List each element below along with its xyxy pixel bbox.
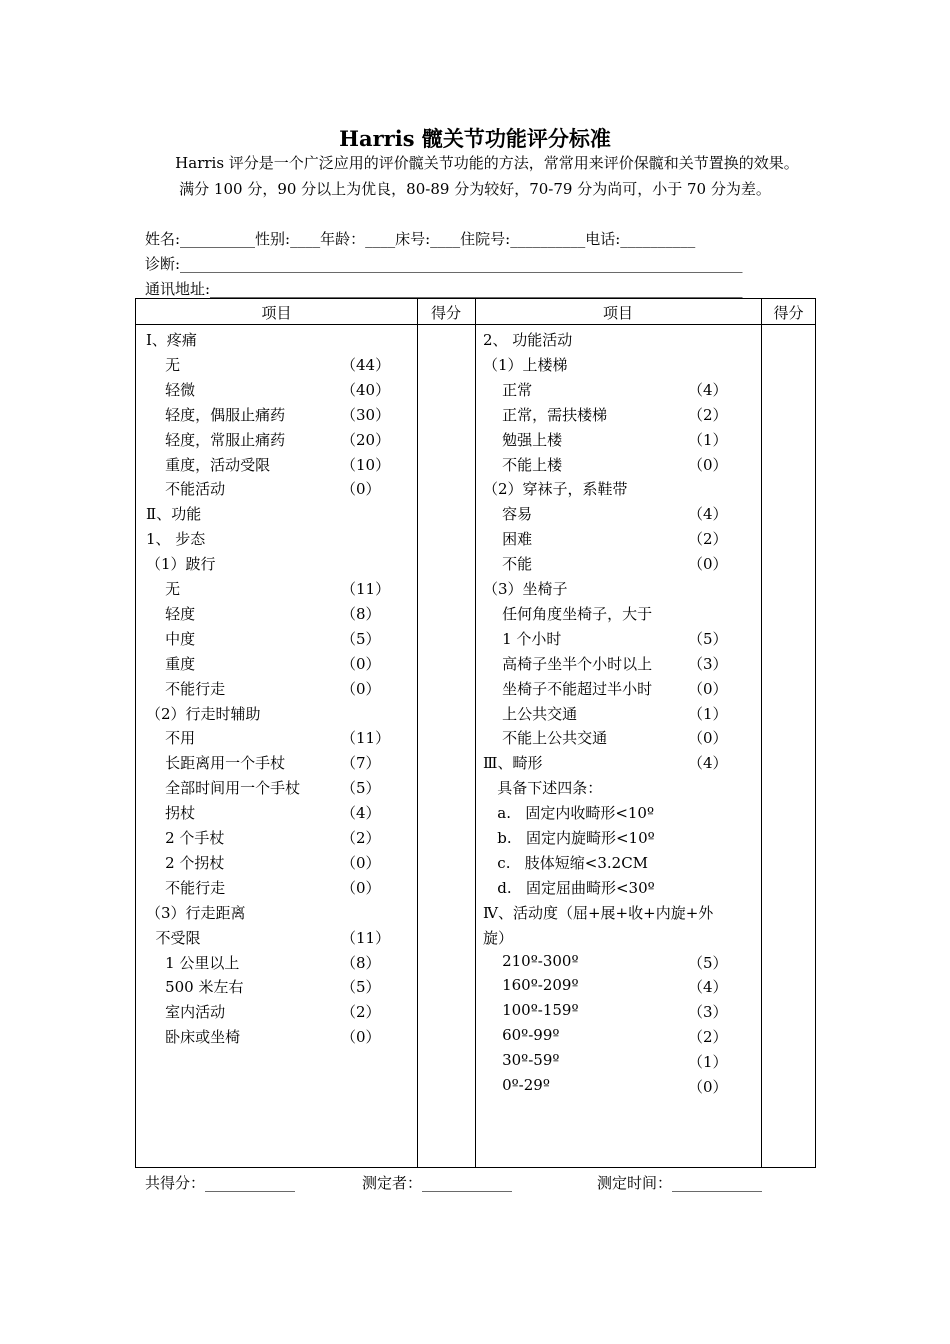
left-item-label: Ⅰ、疼痛 bbox=[146, 331, 197, 349]
right-item-label: 高椅子坐半个小时以上 bbox=[483, 654, 653, 673]
right-item-points: （1） bbox=[688, 430, 728, 449]
right-item-label: 160º-209º bbox=[483, 976, 579, 995]
left-item-points: （11） bbox=[341, 580, 391, 598]
left-item-label: 1、 步态 bbox=[146, 530, 206, 549]
right-item-label: 具备下述四条： bbox=[483, 779, 603, 798]
left-item-label: 拐杖 bbox=[146, 804, 196, 823]
right-item-points: （5） bbox=[688, 953, 728, 972]
right-item-label: 困难 bbox=[483, 530, 533, 549]
right-item-points: （2） bbox=[688, 1028, 728, 1047]
right-item-label: 容易 bbox=[483, 505, 533, 524]
right-item-label: 210º-300º bbox=[483, 951, 579, 970]
header-score-left: 得分 bbox=[430, 304, 461, 322]
right-item-points: （0） bbox=[688, 455, 728, 474]
intro-line-2: 满分 100 分，90 分以上为优良，80-89 分为较好，70-79 分为尚可，小于 70 分为差。 bbox=[179, 180, 771, 198]
right-item-label: 正常 bbox=[483, 380, 533, 399]
right-item-points: （1） bbox=[688, 1053, 728, 1072]
left-item-label: 轻度 bbox=[146, 604, 196, 623]
right-item-label: 2、 功能活动 bbox=[483, 331, 573, 349]
left-item-points: （0） bbox=[341, 1028, 381, 1047]
left-item-label: （1）跛行 bbox=[146, 555, 216, 574]
right-item-points: （0） bbox=[688, 1078, 728, 1096]
left-item-points: （4） bbox=[341, 804, 381, 823]
header-item-left: 项目 bbox=[261, 304, 292, 322]
right-item-label: 任何角度坐椅子，大于 bbox=[483, 604, 653, 623]
left-item-points: （40） bbox=[341, 380, 391, 399]
left-item-label: （2）行走时辅助 bbox=[146, 704, 261, 723]
right-item-label: （1）上楼梯 bbox=[483, 355, 568, 374]
right-item-label: 旋） bbox=[483, 928, 514, 947]
diagnosis-line: 诊断:___________________________________________________________________________ bbox=[145, 255, 743, 273]
right-item-points: （2） bbox=[688, 530, 728, 549]
left-item-label: Ⅱ、功能 bbox=[146, 505, 202, 524]
right-item-label: c. 肢体短缩<3.2CM bbox=[483, 853, 649, 872]
tester-field: 测定者：____________ bbox=[362, 1174, 513, 1192]
left-item-label: 2 个拐杖 bbox=[146, 853, 225, 872]
right-item-label: 30º-59º bbox=[483, 1051, 560, 1070]
left-item-points: （5） bbox=[341, 978, 381, 997]
left-item-points: （8） bbox=[341, 953, 381, 972]
left-item-label: 卧床或坐椅 bbox=[146, 1028, 241, 1047]
patient-info-line: 姓名:__________性别:____年龄：____床号:____住院号:__________电话:__________ bbox=[145, 230, 696, 248]
left-item-label: 500 米左右 bbox=[146, 978, 244, 997]
left-item-label: 无 bbox=[146, 580, 181, 598]
right-item-points: （1） bbox=[688, 704, 728, 723]
right-item-points: （0） bbox=[688, 555, 728, 574]
intro-line-1: Harris 评分是一个广泛应用的评价髋关节功能的方法，常常用来评价保髋和关节置换的效果。 bbox=[175, 154, 799, 172]
right-item-label: Ⅳ、活动度（屈+展+收+内旋+外 bbox=[483, 903, 714, 922]
right-item-label: Ⅲ、畸形 bbox=[483, 754, 543, 773]
right-item-label: 60º-99º bbox=[483, 1026, 560, 1045]
score-table bbox=[135, 298, 816, 1168]
right-item-points: （0） bbox=[688, 679, 728, 698]
right-item-label: 100º-159º bbox=[483, 1001, 579, 1020]
left-item-label: 2 个手杖 bbox=[146, 829, 225, 847]
left-item-label: 全部时间用一个手杖 bbox=[146, 779, 301, 798]
right-item-label: 坐椅子不能超过半小时 bbox=[483, 679, 653, 698]
left-item-points: （0） bbox=[341, 679, 381, 698]
right-item-points: （4） bbox=[688, 978, 728, 997]
right-item-label: 0º-29º bbox=[483, 1076, 550, 1094]
left-item-label: 轻度，常服止痛药 bbox=[146, 430, 286, 449]
right-item-points: （3） bbox=[688, 654, 728, 673]
column-divider bbox=[761, 299, 762, 1167]
total-score-field: 共得分：____________ bbox=[145, 1174, 296, 1192]
left-item-points: （8） bbox=[341, 604, 381, 623]
left-item-label: 不能行走 bbox=[146, 679, 226, 698]
left-item-label: （3）行走距离 bbox=[146, 903, 246, 922]
left-item-points: （30） bbox=[341, 405, 391, 424]
right-item-points: （2） bbox=[688, 405, 728, 424]
left-item-points: （0） bbox=[341, 654, 381, 673]
column-divider bbox=[417, 299, 418, 1167]
right-item-label: 不能 bbox=[483, 555, 533, 574]
right-item-label: 勉强上楼 bbox=[483, 430, 563, 449]
left-item-label: 不能行走 bbox=[146, 878, 226, 897]
right-item-label: a. 固定内收畸形<10º bbox=[483, 804, 655, 823]
right-item-label: （3）坐椅子 bbox=[483, 580, 568, 598]
header-item-right: 项目 bbox=[602, 304, 633, 322]
right-item-label: 正常，需扶楼梯 bbox=[483, 405, 608, 424]
left-item-label: 不用 bbox=[146, 729, 196, 748]
right-item-label: b. 固定内旋畸形<10º bbox=[483, 829, 655, 847]
right-item-points: （3） bbox=[688, 1003, 728, 1022]
left-item-label: 室内活动 bbox=[146, 1003, 226, 1022]
left-item-points: （20） bbox=[341, 430, 391, 449]
page-title: Harris 髋关节功能评分标准 bbox=[339, 126, 611, 151]
left-item-points: （5） bbox=[341, 779, 381, 798]
left-item-points: （5） bbox=[341, 629, 381, 648]
left-item-points: （11） bbox=[341, 729, 391, 748]
left-item-label: 长距离用一个手杖 bbox=[146, 754, 286, 773]
left-item-label: 重度 bbox=[146, 654, 196, 673]
left-item-label: 无 bbox=[146, 355, 181, 374]
left-item-label: 不能活动 bbox=[146, 480, 226, 499]
left-item-points: （44） bbox=[341, 355, 391, 374]
left-item-points: （11） bbox=[341, 928, 391, 947]
left-item-points: （0） bbox=[341, 878, 381, 897]
right-item-points: （4） bbox=[688, 380, 728, 399]
test-time-field: 测定时间：____________ bbox=[597, 1174, 763, 1192]
left-item-label: 轻微 bbox=[146, 380, 196, 399]
right-item-points: （5） bbox=[688, 629, 728, 648]
column-divider bbox=[475, 299, 476, 1167]
header-divider bbox=[136, 324, 815, 325]
left-item-points: （0） bbox=[341, 853, 381, 872]
header-score-right: 得分 bbox=[773, 304, 804, 322]
right-item-points: （4） bbox=[688, 505, 728, 524]
left-item-label: 不受限 bbox=[146, 928, 201, 947]
left-item-label: 轻度，偶服止痛药 bbox=[146, 405, 286, 424]
left-item-label: 重度，活动受限 bbox=[146, 455, 271, 474]
left-item-points: （2） bbox=[341, 829, 381, 847]
left-item-points: （2） bbox=[341, 1003, 381, 1022]
right-item-label: d. 固定屈曲畸形<30º bbox=[483, 878, 655, 897]
left-item-points: （0） bbox=[341, 480, 381, 499]
left-item-label: 1 公里以上 bbox=[146, 953, 240, 972]
left-item-points: （7） bbox=[341, 754, 381, 773]
right-item-label: （2）穿袜子，系鞋带 bbox=[483, 480, 628, 499]
address-line: 通讯地址:_______________________________________________________________________ bbox=[145, 280, 743, 298]
left-item-label: 中度 bbox=[146, 629, 196, 648]
left-item-points: （10） bbox=[341, 455, 391, 474]
right-item-points: （4） bbox=[688, 754, 728, 773]
right-item-points: （0） bbox=[688, 729, 728, 748]
right-item-label: 1 个小时 bbox=[483, 629, 562, 648]
right-item-label: 不能上楼 bbox=[483, 455, 563, 474]
right-item-label: 不能上公共交通 bbox=[483, 729, 608, 748]
right-item-label: 上公共交通 bbox=[483, 704, 578, 723]
